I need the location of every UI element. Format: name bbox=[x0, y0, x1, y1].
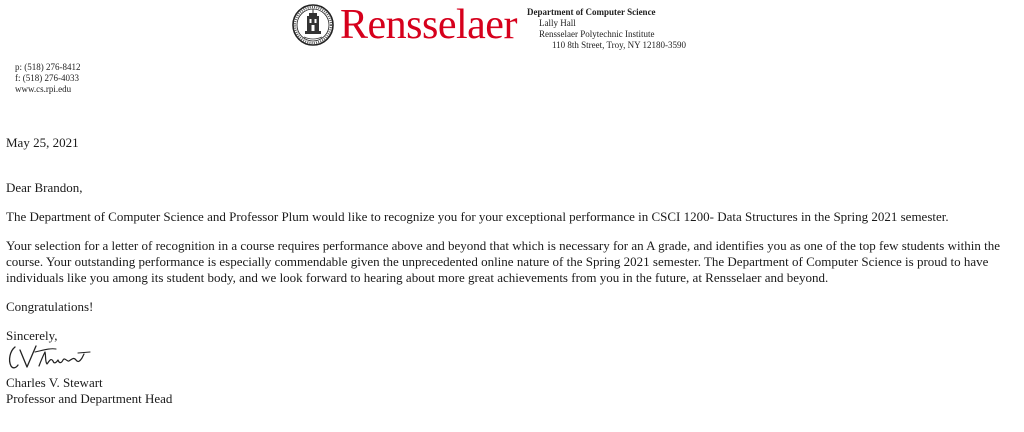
address-line-street: 110 8th Street, Troy, NY 12180-3590 bbox=[552, 40, 687, 50]
letter-salutation: Dear Brandon, bbox=[6, 180, 83, 195]
department-name: Department of Computer Science bbox=[527, 7, 656, 17]
letterhead-address-block bbox=[527, 7, 686, 51]
signer-name: Charles V. Stewart bbox=[6, 375, 103, 390]
website-link[interactable]: www.cs.rpi.edu bbox=[15, 84, 72, 94]
address-line-building: Lally Hall bbox=[539, 18, 576, 28]
letter-paragraph-details: Your selection for a letter of recognition in a course requires performance above and beyond that which is necessary for an A grade, and identifies you as one of the top few students within the course. Your outstanding performance is especially commendable given the unprecedented online nature of the Spring 2021 semester. The Department of Computer Science is proud to have individuals like you among its student body, and we look forward to hearing about more great achievements from you in the future, at Rensselaer and beyond. bbox=[6, 238, 1000, 285]
letter-congratulations: Congratulations! bbox=[6, 299, 94, 314]
phone-number: p: (518) 276-8412 bbox=[15, 62, 81, 72]
rensselaer-seal-logo bbox=[292, 4, 334, 46]
letter-closing: Sincerely, bbox=[6, 328, 58, 343]
letter-date: May 25, 2021 bbox=[6, 135, 79, 150]
address-line-institution: Rensselaer Polytechnic Institute bbox=[539, 29, 655, 39]
handwritten-signature bbox=[6, 342, 98, 372]
letter-paragraph-recognition: The Department of Computer Science and Professor Plum would like to recognize you for your exceptional performance in CSCI 1200- Data Structures in the Spring 2021 semester. bbox=[6, 209, 949, 224]
signer-title: Professor and Department Head bbox=[6, 391, 173, 406]
rensselaer-wordmark: Rensselaer bbox=[340, 2, 517, 48]
fax-number: f: (518) 276-4033 bbox=[15, 73, 79, 83]
contact-block bbox=[15, 62, 81, 95]
